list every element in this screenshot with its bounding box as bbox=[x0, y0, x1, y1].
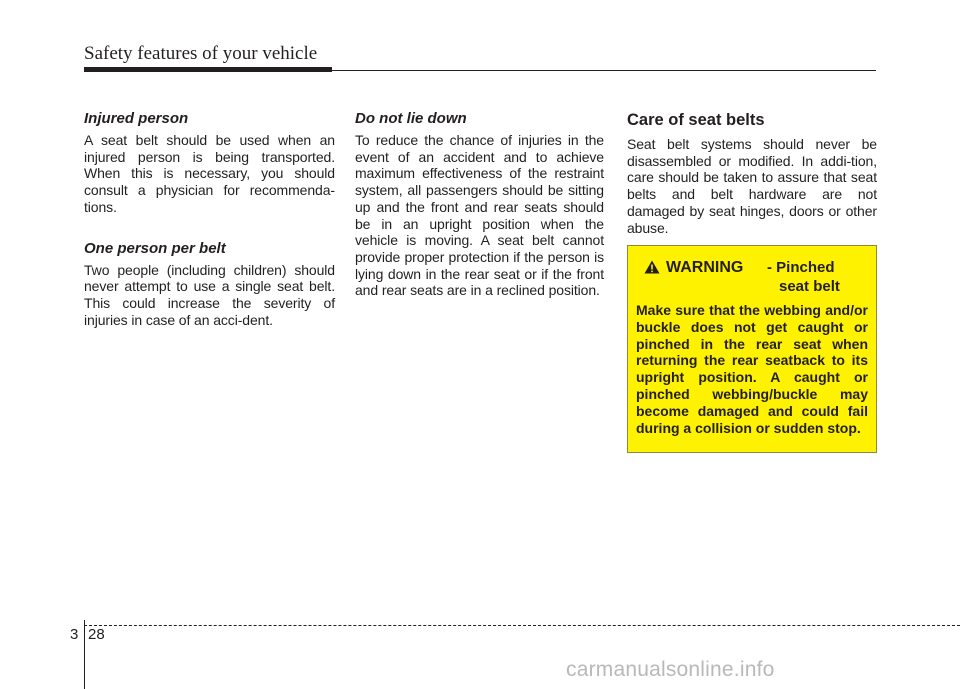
warning-body: Make sure that the webbing and/or buckle does not get caught or pinched in the rear seat when returning the rear seatback to its upright position. A caught or pinched webbing/buckle may become damaged and could fail during a collision or sudden stop. bbox=[636, 302, 868, 436]
section-heading-do-not-lie-down: Do not lie down bbox=[355, 110, 467, 127]
warning-header bbox=[636, 258, 868, 298]
paragraph-injured-person: A seat belt should be used when an injured person is being transported. When this is necessary, you should consult a physician for recommenda-tions. bbox=[84, 132, 335, 215]
warning-box bbox=[627, 245, 877, 453]
section-heading-care-of-seat-belts: Care of seat belts bbox=[627, 111, 765, 129]
warning-triangle-icon bbox=[644, 260, 660, 274]
footer-chapter-number: 3 bbox=[70, 626, 79, 643]
paragraph-one-person-per-belt: Two people (including children) should never attempt to use a single seat belt. This could increase the severity of injuries in case of an acci-dent. bbox=[84, 261, 335, 328]
footer-dashed-rule bbox=[84, 625, 960, 626]
header-rule-thin bbox=[332, 70, 876, 71]
warning-subtitle-line2: seat belt bbox=[779, 278, 840, 295]
column-right bbox=[627, 110, 877, 236]
warning-subtitle-line1: - Pinched bbox=[767, 259, 835, 276]
column-left bbox=[84, 110, 335, 328]
header-title: Safety features of your vehicle bbox=[84, 43, 318, 64]
section-heading-injured-person: Injured person bbox=[84, 110, 189, 127]
section-heading-one-person-per-belt: One person per belt bbox=[84, 239, 226, 257]
paragraph-do-not-lie-down: To reduce the chance of injuries in the event of an accident and to achieve maximum effectiveness of the restraint system, all passengers should be sitting up and the front and rear seats should be in an upright position when the vehicle is moving. A seat belt cannot provide proper protection if the person is lying down in the rear seat or if the front and rear seats are in a reclined position. bbox=[355, 132, 604, 299]
paragraph-care-of-seat-belts: Seat belt systems should never be disassembled or modified. In addi-tion, care should be taken to assure that seat belts and belt hardware are not damaged by seat hinges, doors or other abuse. bbox=[627, 136, 877, 236]
watermark: carmanualsonline.info bbox=[566, 658, 775, 681]
warning-label: WARNING bbox=[666, 259, 744, 276]
footer-vertical-rule bbox=[84, 620, 85, 689]
footer-page-number: 28 bbox=[88, 626, 105, 643]
header-rule-thick bbox=[84, 67, 332, 72]
column-middle bbox=[355, 110, 604, 299]
